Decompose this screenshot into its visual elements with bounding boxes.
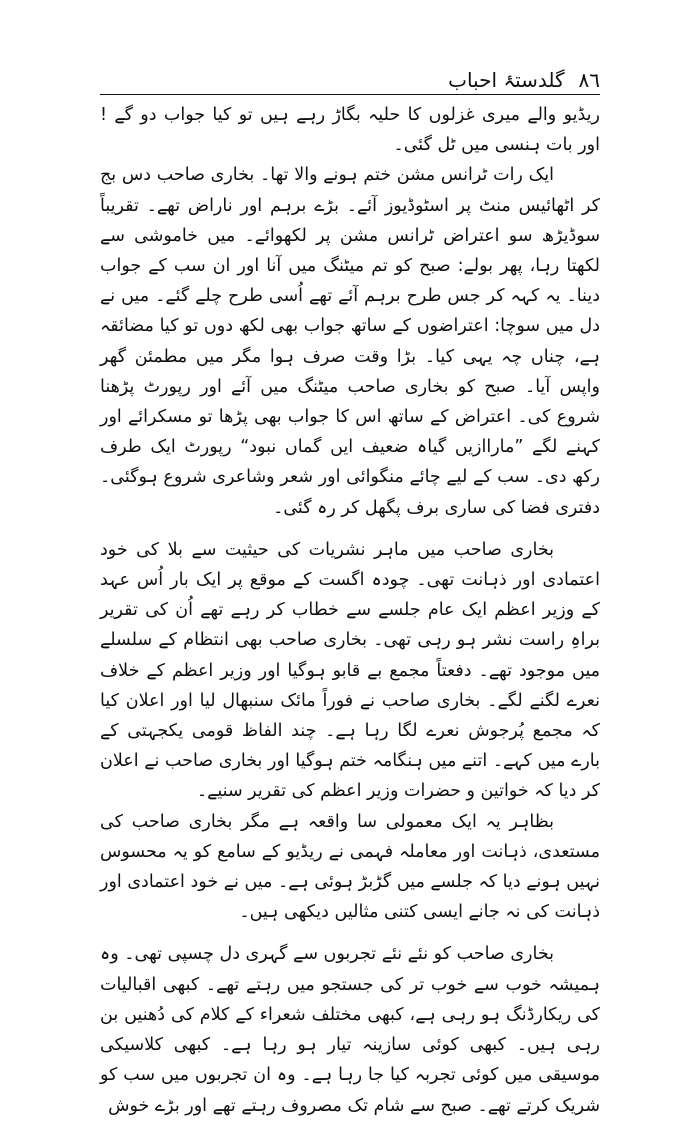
page-body [100, 100, 600, 1121]
paragraph-august-address: بخاری صاحب میں ماہر نشریات کی حیثیت سے بلا کی خود اعتمادی اور ذہانت تھی۔ چودہ اگست کے موقع پر ایک بار اُس عہد کے وزیر اعظم ایک عام جلسے سے خطاب کر رہے تھے اُن کی تقریر براہِ راست نشر ہو رہی تھی۔ بخاری صاحب بھی انتظام کے سلسلے میں موجود تھے۔ دفعتاً مجمع بے قابو ہوگیا اور وزیر اعظم کے خلاف نعرے لگنے لگے۔ بخاری صاحب نے فوراً مائک سنبھال لیا اور اعلان کیا کہ مجمع پُرجوش نعرے لگا رہا ہے۔ چند الفاظ قومی یکجہتی کے بارے میں کہے۔ اتنے میں ہنگامہ ختم ہوگیا اور بخاری صاحب نے اعلان کر دیا کہ خواتین و حضرات وزیر اعظم کی تقریر سنیے۔ [100, 539, 600, 802]
book-title: گلدستۂ احباب [448, 68, 565, 92]
header-divider [100, 94, 600, 95]
paragraph-presence-of-mind: بظاہر یہ ایک معمولی سا واقعہ ہے مگر بخاری صاحب کی مستعدی، ذہانت اور معاملہ فہمی نے ریڈیو کے سامع کو یہ محسوس نہیں ہونے دیا کہ جلسے میں گڑبڑ ہوئی ہے۔ میں نے خود اعتمادی اور ذہانت کی نہ جانے ایسی کتنی مثالیں دیکھی ہیں۔ [100, 811, 600, 923]
paragraph-experiments: بخاری صاحب کو نئے نئے تجربوں سے گہری دل چسپی تھی۔ وہ ہمیشہ خوب سے خوب تر کی جستجو میں رہتے تھے۔ کبھی اقبالیات کی ریکارڈنگ ہو رہی ہے، کبھی مختلف شعراء کے کلام کی دُھنیں بن رہی ہیں۔ کبھی کوئی سازینہ تیار ہو رہا ہے۔ کبھی کلاسیکی موسیقی میں کوئی تجربہ کیا جا رہا ہے۔ وہ ان تجربوں میں سب کو شریک کرتے تھے۔ صبح سے شام تک مصروف رہتے تھے اور بڑے خوش [100, 944, 600, 1116]
page-number: ۸٦ [578, 68, 600, 92]
running-header [100, 62, 600, 92]
paragraph-transmission-story: ایک رات ٹرانس مشن ختم ہونے والا تھا۔ بخاری صاحب دس بج کر اٹھائیس منٹ پر اسٹوڈیوز آئے۔ بڑے برہم اور ناراض تھے۔ تقریباً سوڈیڑھ سو اعتراض ٹرانس مشن پر لکھوائے۔ میں خاموشی سے لکھتا رہا، پھر بولے: صبح کو تم میٹنگ میں آنا اور ان سب کے جواب دینا۔ یہ کہہ کر جس طرح برہم آئے تھے اُسی طرح چلے گئے۔ میں نے دل میں سوچا: اعتراضوں کے ساتھ جواب بھی لکھ دوں تو کیا مضائقہ ہے، چناں چہ یہی کیا۔ بڑا وقت صرف ہوا مگر میں مطمئن گھر واپس آیا۔ صبح کو بخاری صاحب میٹنگ میں آئے اور رپورٹ پڑھنا شروع کی۔ اعتراض کے ساتھ اس کا جواب بھی پڑھا تو مسکرائے اور کہنے لگے ”ماراازیں گیاہ ضعیف ایں گماں نبود“ رپورٹ ایک طرف رکھ دی۔ سب کے لیے چائے منگوائی اور شعر وشاعری شروع ہوگئی۔ دفتری فضا کی ساری برف پگھل کر رہ گئی۔ [100, 165, 600, 518]
paragraph-continuation: ریڈیو والے میری غزلوں کا حلیہ بگاڑ رہے ہیں تو کیا جواب دو گے ! اور بات ہنسی میں ٹل گئی۔ [100, 105, 600, 156]
